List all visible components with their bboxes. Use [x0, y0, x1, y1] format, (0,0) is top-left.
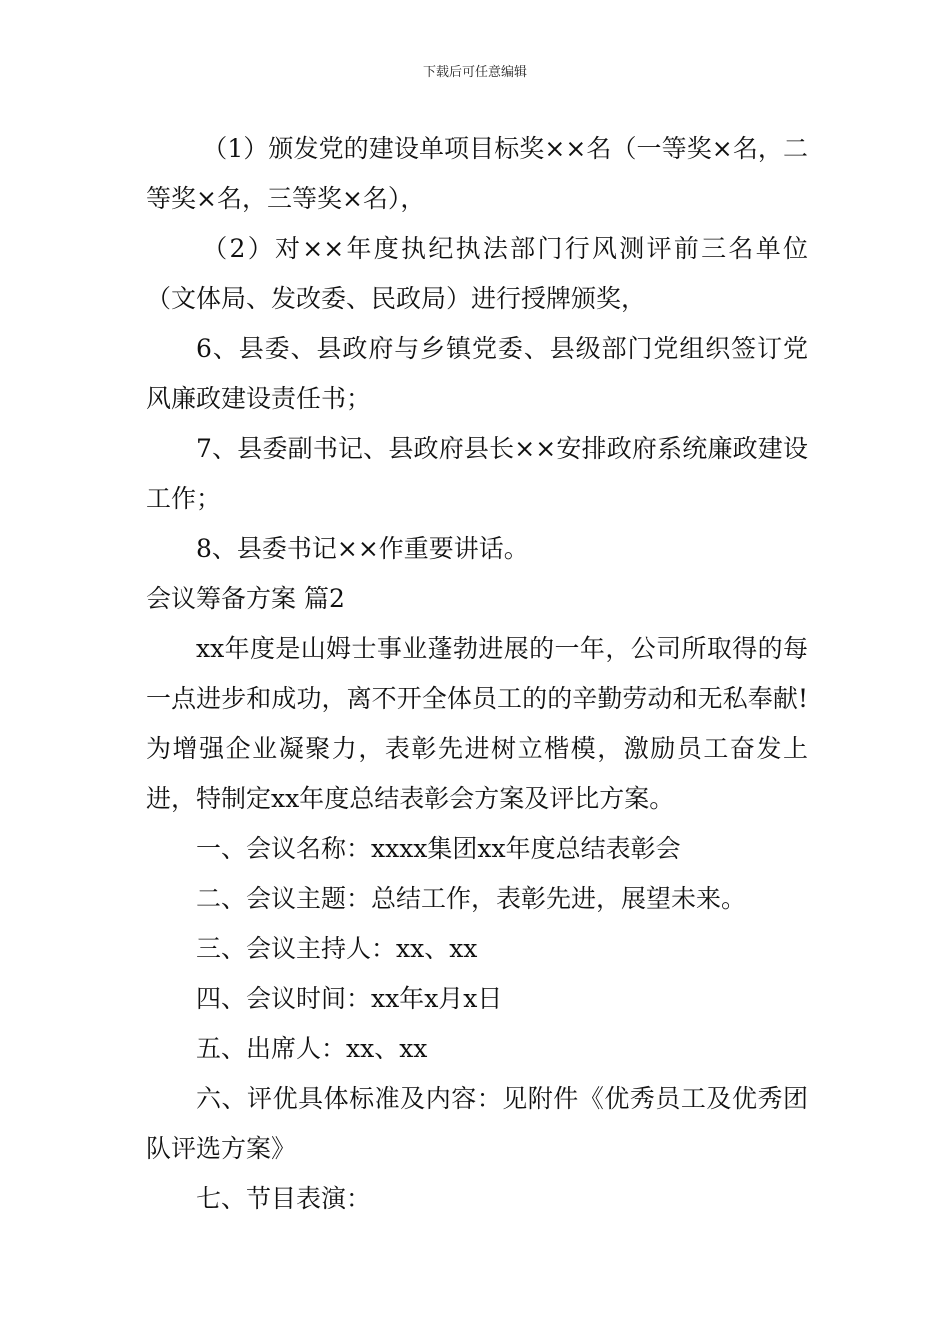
- paragraph-award-top-three: （2）对××年度执纪执法部门行风测评前三名单位（文体局、发改委、民政局）进行授牌颁奖，: [146, 234, 808, 313]
- section-heading: 会议筹备方案 篇2: [146, 584, 345, 613]
- document-body: [146, 124, 808, 1224]
- paragraph-award-party-building: （1）颁发党的建设单项目标奖××名（一等奖×名，二等奖×名，三等奖×名），: [146, 134, 808, 213]
- page-header: 下载后可任意编辑: [422, 65, 527, 80]
- paragraph-item-6: 6、县委、县政府与乡镇党委、县级部门党组织签订党风廉政建设责任书；: [146, 334, 808, 413]
- paragraph-performances: 七、节目表演：: [196, 1184, 372, 1213]
- paragraph-meeting-time: 四、会议时间：xx年x月x日: [196, 984, 503, 1013]
- paragraph-meeting-name: 一、会议名称：xxxx集团xx年度总结表彰会: [196, 834, 681, 863]
- paragraph-evaluation-criteria: 六、评优具体标准及内容：见附件《优秀员工及优秀团队评选方案》: [146, 1084, 808, 1163]
- paragraph-attendees: 五、出席人：xx、xx: [196, 1034, 428, 1063]
- paragraph-item-7: 7、县委副书记、县政府县长××安排政府系统廉政建设工作；: [146, 434, 808, 513]
- paragraph-intro: xx年度是山姆士事业蓬勃进展的一年，公司所取得的每一点进步和成功，离不开全体员工的的辛勤劳动和无私奉献!为增强企业凝聚力，表彰先进树立楷模，激励员工奋发上进，特制定xx年度总结表彰会方案及评比方案。: [146, 634, 808, 813]
- paragraph-item-8: 8、县委书记××作重要讲话。: [196, 534, 529, 563]
- paragraph-meeting-host: 三、会议主持人：xx、xx: [196, 934, 478, 963]
- paragraph-meeting-theme: 二、会议主题：总结工作，表彰先进，展望未来。: [196, 884, 747, 913]
